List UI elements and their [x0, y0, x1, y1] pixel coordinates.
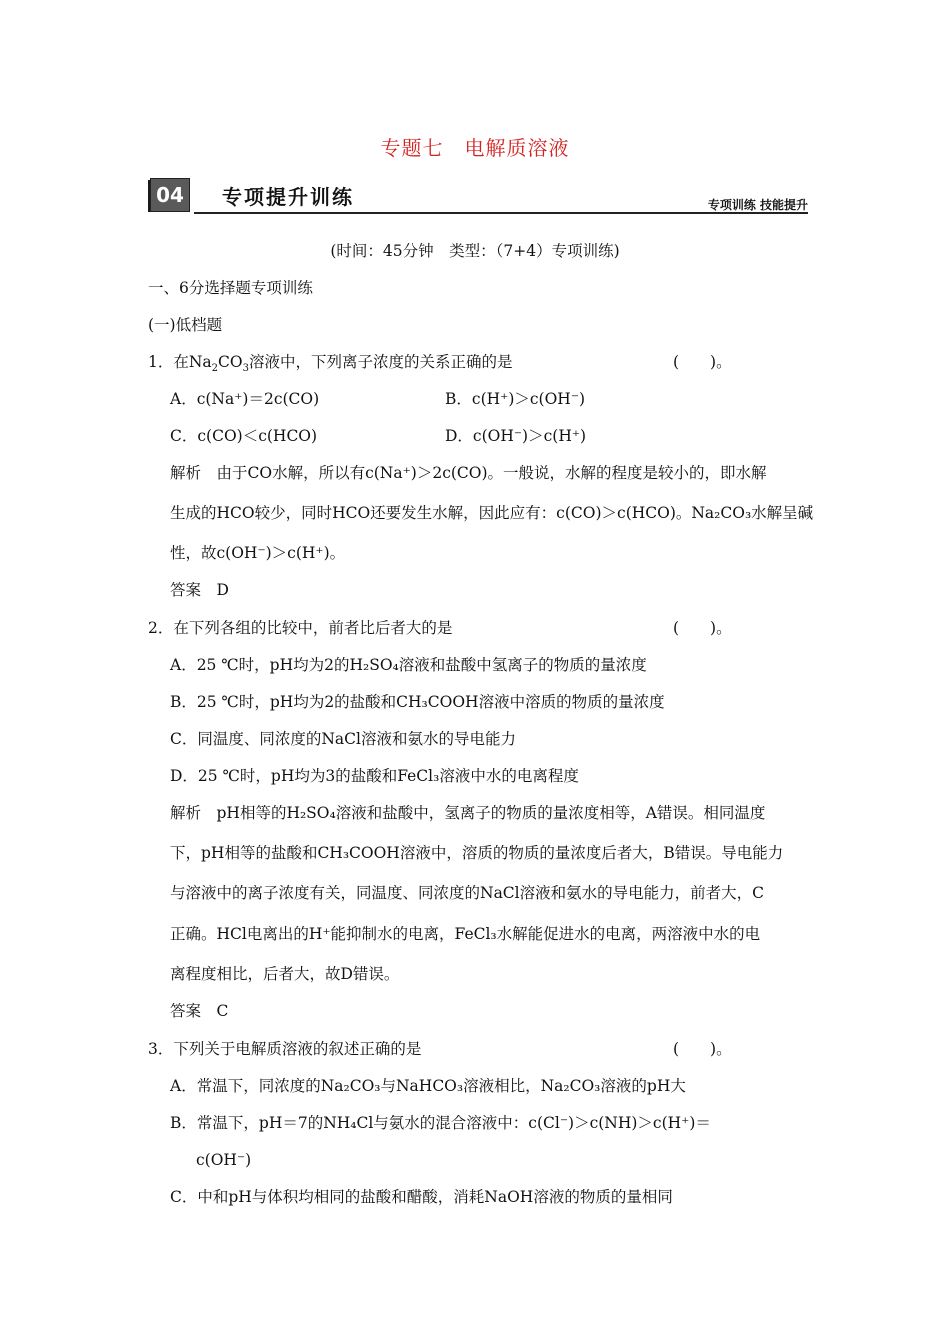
q2-option-c: C．同温度、同浓度的NaCl溶液和氨水的导电能力	[170, 730, 516, 748]
q1-explanation-line: 生成的HCO较少，同时HCO还要发生水解，因此应有：c(CO)＞c(HCO)。Na₂CO₃水解呈碱	[170, 504, 814, 522]
q3-stem: 3．下列关于电解质溶液的叙述正确的是	[148, 1040, 422, 1058]
q2-blank: ( )。	[673, 619, 732, 637]
q2-option-d: D．25 ℃时，pH均为3的盐酸和FeCl₃溶液中水的电离程度	[170, 767, 579, 785]
q1-sub-2: 2	[211, 363, 219, 375]
q2-stem: 2．在下列各组的比较中，前者比后者大的是	[148, 619, 453, 637]
section-title: 专项提升训练	[222, 185, 354, 209]
q3-option-c: C．中和pH与体积均相同的盐酸和醋酸，消耗NaOH溶液的物质的量相同	[170, 1188, 673, 1206]
document-title: 专题七 电解质溶液	[380, 136, 570, 160]
q3-blank: ( )。	[673, 1040, 732, 1058]
q1-option-a: A．c(Na⁺)＝2c(CO)	[170, 390, 320, 408]
level-heading: (一)低档题	[148, 316, 223, 334]
q2-option-a: A．25 ℃时，pH均为2的H₂SO₄溶液和盐酸中氢离子的物质的量浓度	[170, 656, 647, 674]
q2-option-b: B．25 ℃时，pH均为2的盐酸和CH₃COOH溶液中溶质的物质的量浓度	[170, 693, 665, 711]
section-tagline: 专项训练 技能提升	[707, 198, 808, 212]
q1-stem	[148, 352, 513, 375]
q1-option-b: B．c(H⁺)＞c(OH⁻)	[445, 390, 586, 408]
q3-option-b-continued: c(OH⁻)	[196, 1151, 252, 1169]
section-banner	[148, 178, 808, 214]
q2-explanation-line: 与溶液中的离子浓度有关，同温度、同浓度的NaCl溶液和氨水的导电能力，前者大，C	[170, 884, 764, 902]
q1-option-d: D．c(OH⁻)＞c(H⁺)	[445, 427, 587, 445]
q1-stem-part: 溶液中，下列离子浓度的关系正确的是	[249, 353, 513, 371]
q1-explanation-line: 性，故c(OH⁻)＞c(H⁺)。	[170, 544, 346, 562]
q3-option-b: B．常温下，pH＝7的NH₄Cl与氨水的混合溶液中：c(Cl⁻)＞c(NH)＞c(H⁺)＝	[170, 1114, 711, 1132]
time-info: (时间：45分钟 类型：（7+4）专项训练)	[330, 242, 620, 260]
q1-option-c: C．c(CO)＜c(HCO)	[170, 427, 318, 445]
q3-option-a: A．常温下，同浓度的Na₂CO₃与NaHCO₃溶液相比，Na₂CO₃溶液的pH大	[170, 1077, 686, 1095]
q1-explanation-line: 解析 由于CO水解，所以有c(Na⁺)＞2c(CO)。一般说，水解的程度是较小的，即水解	[170, 464, 767, 482]
q2-explanation-line: 离程度相比，后者大，故D错误。	[170, 965, 400, 983]
section-number: 04	[150, 178, 190, 212]
q2-explanation-line: 正确。HCl电离出的H⁺能抑制水的电离，FeCl₃水解能促进水的电离，两溶液中水的电	[170, 925, 761, 943]
q2-explanation-line: 解析 pH相等的H₂SO₄溶液和盐酸中，氢离子的物质的量浓度相等，A错误。相同温度	[170, 804, 766, 822]
q1-answer: 答案 D	[170, 581, 229, 599]
q1-sub-3: 3	[242, 363, 249, 375]
q2-explanation-line: 下，pH相等的盐酸和CH₃COOH溶液中，溶质的物质的量浓度后者大，B错误。导电能力	[170, 844, 784, 862]
q1-stem-part: CO	[218, 353, 243, 371]
q1-stem-part: 1．在Na	[148, 353, 212, 371]
q1-blank: ( )。	[673, 353, 732, 371]
banner-rule	[194, 212, 808, 214]
part-heading: 一、6分选择题专项训练	[148, 279, 313, 297]
q2-answer: 答案 C	[170, 1002, 229, 1020]
